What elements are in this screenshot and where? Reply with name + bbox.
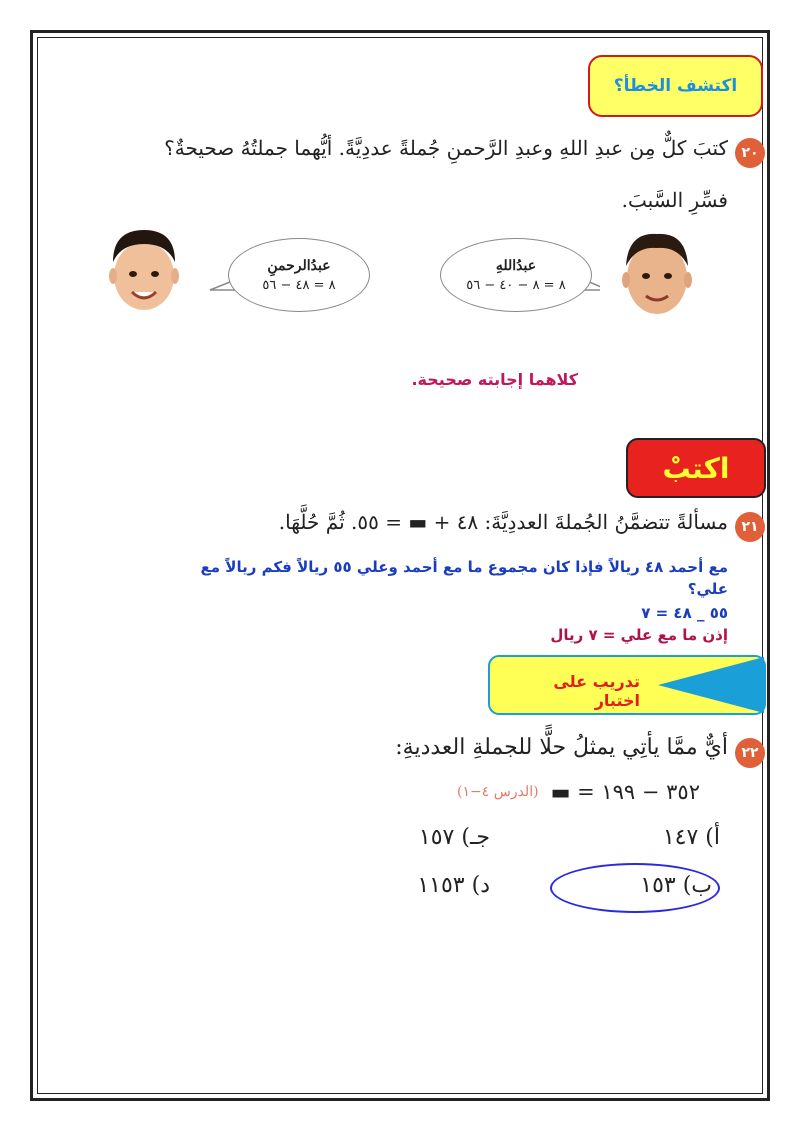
bubble-abdulrahman [228,238,370,312]
answer-21-line1: مع أحمد ٤٨ ريالاً فإذا كان مجموع ما مع أحمد وعلي ٥٥ ريالاً فكم ريالاً مع [200,558,728,576]
option-c[interactable] [330,825,490,850]
answer-21-line3: ٥٥ _ ٤٨ = ٧ [641,604,728,622]
answer-20: كلاهما إجابته صحيحة. [411,370,578,389]
answer-21-line4: إذن ما مع علي = ٧ ريال [550,626,728,644]
option-b-value: ١٥٣ [640,873,676,898]
boy-abdulrahman-photo [105,226,183,316]
boy-abdullah-photo [618,228,696,318]
write-badge: اكتبْ [626,438,766,498]
question-22: أيٌّ ممَّا يأتِي يمثلُ حلًّا للجملةِ العدديةِ: [395,735,728,760]
bubble-abdullah [440,238,592,312]
equation-row [300,780,700,804]
option-d-value: ١١٥٣ [417,873,465,898]
option-b[interactable] [560,873,712,898]
question-number-22: ٢٢ [735,738,765,768]
question-number-21: ٢١ [735,512,765,542]
bubble-abdullah-name: عبدُاللهِ [495,257,537,274]
option-a[interactable] [560,825,720,850]
practice-badge-label: تدريب على اختبار [553,672,640,710]
option-a-value: ١٤٧ [662,825,699,850]
bubble-abdulrahman-equation: ٨ = ٤٨ − ٥٦ [262,277,336,293]
question-21: مسألةً تتضمَّنُ الجُملةَ العددِيَّةَ: ٤٨ + ▬ = ٥٥. ثُمَّ حُلَّهَا. [278,510,728,534]
question-20-line1: كتبَ كلٌّ مِن عبدِ اللهِ وعبدِ الرَّحمنِ جُملةً عددِيَّةً. أيُّهما جملتُهُ صحيحةٌ؟ [164,136,728,160]
bubble-abdulrahman-name: عبدُالرحمنِ [267,257,331,274]
bubble-abdullah-equation: ٨ = ٨ − ٤٠ − ٥٦ [466,277,566,293]
equation-22: ٣٥٢ − ١٩٩ = ▬ [550,780,700,804]
answer-21-line2: علي؟ [687,580,728,598]
option-c-value: ١٥٧ [418,825,455,850]
option-d-label: د) [471,873,490,898]
spot-error-badge: اكتشف الخطأ؟ [588,55,763,117]
question-20-line2: فسِّرِ السَّببَ. [621,188,728,212]
option-b-label: ب) [682,873,712,898]
question-number-20: ٢٠ [735,138,765,168]
lesson-reference: (الدرس ٤−١) [457,784,539,800]
option-c-label: جـ) [461,825,490,850]
option-a-label: أ) [705,825,720,850]
option-d[interactable] [320,873,490,898]
